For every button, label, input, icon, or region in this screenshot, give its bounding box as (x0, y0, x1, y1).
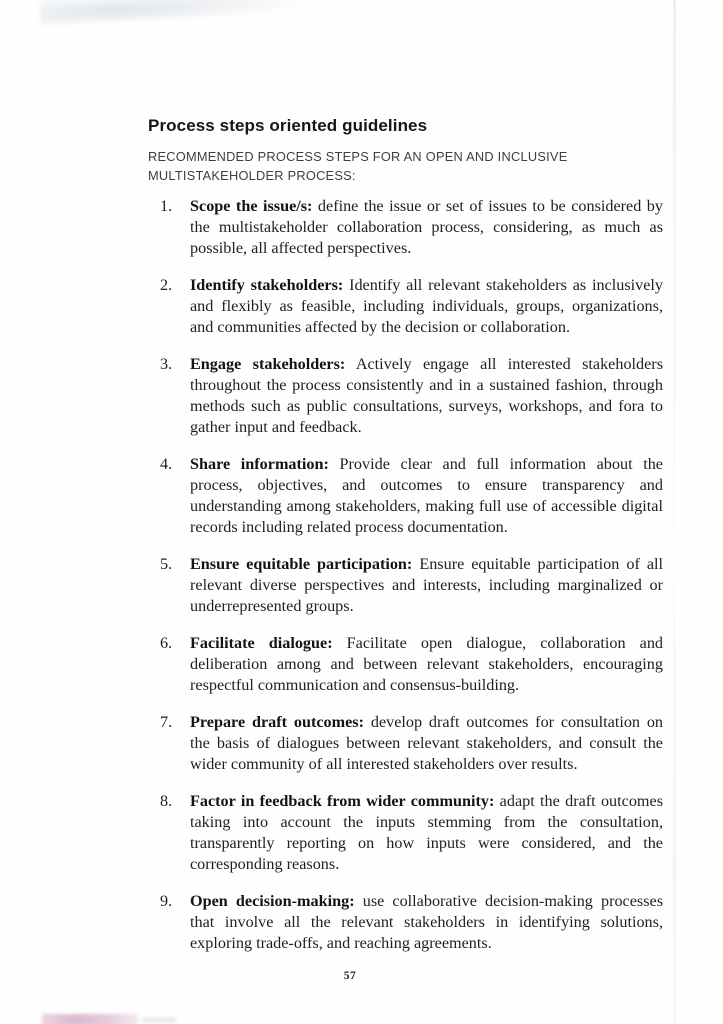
step-text (190, 791, 663, 875)
step-text (190, 454, 663, 538)
step-lead: Identify stakeholders: (190, 276, 344, 294)
page-subtitle (148, 148, 678, 185)
step-text (190, 275, 663, 338)
step-text (190, 891, 663, 954)
step-body: Facilitate open dialogue, collaboration and deliberation among and between relevant stakeholders, encouraging respectful communication and consensus-building. (190, 634, 664, 694)
page-title: Process steps oriented guidelines (148, 116, 428, 135)
step-body: Provide clear and full information about the process, objectives, and outcomes to ensure transparency and understanding among stakeholders, making full use of accessible digital records including related process documentation. (190, 455, 663, 536)
scan-smudge-bottom-left (42, 1014, 138, 1024)
step-number: 4. (160, 455, 173, 473)
step-lead: Facilitate dialogue: (190, 634, 333, 652)
process-steps-list (160, 196, 663, 970)
step-text (190, 196, 663, 259)
step-body: define the issue or set of issues to be considered by the multistakeholder collaboration process, considering, as much as possible, all affected perspectives. (190, 197, 663, 257)
step-text (190, 354, 663, 438)
step-lead: Ensure equitable participation: (190, 555, 413, 573)
step-number: 8. (160, 792, 173, 810)
heading-block (148, 116, 678, 185)
step-lead: Share information: (190, 455, 329, 473)
step-text (190, 633, 663, 696)
step-body: use collaborative decision-making processes that involve all the relevant stakeholders in identifying solutions, exploring trade-offs, and reaching agreements. (190, 892, 664, 952)
step-lead: Factor in feedback from wider community: (190, 792, 495, 810)
scan-smudge-bottom-left-2 (142, 1017, 176, 1023)
step-number: 5. (160, 555, 173, 573)
step-text (190, 554, 663, 617)
process-step-item (160, 196, 663, 259)
step-lead: Scope the issue/s: (190, 197, 313, 215)
step-number: 3. (160, 355, 173, 373)
step-text (190, 712, 663, 775)
process-step-item (160, 275, 663, 338)
step-lead: Engage stakeholders: (190, 355, 346, 373)
scan-smudge-top-left (39, 0, 310, 25)
process-step-item (160, 454, 663, 538)
step-number: 9. (160, 892, 173, 910)
process-step-item (160, 891, 663, 954)
page-subtitle-line2: MULTISTAKEHOLDER PROCESS: (148, 167, 356, 183)
step-number: 1. (160, 197, 173, 215)
step-lead: Prepare draft outcomes: (190, 713, 364, 731)
step-number: 6. (160, 634, 173, 652)
process-step-item (160, 712, 663, 775)
step-body: adapt the draft outcomes taking into account the inputs stemming from the consultation, transparently reporting on how inputs were considered, and the corresponding reasons. (190, 792, 664, 873)
process-step-item (160, 633, 663, 696)
step-body: Ensure equitable participation of all relevant diverse perspectives and interests, including marginalized or underrepresented groups. (190, 555, 663, 615)
step-number: 2. (160, 276, 173, 294)
page-number: 57 (343, 970, 357, 982)
step-body: develop draft outcomes for consultation on the basis of dialogues between relevant stakeholders, and consult the wider community of all interested stakeholders over results. (190, 713, 664, 773)
page-subtitle-line1: RECOMMENDED PROCESS STEPS FOR AN OPEN AND INCLUSIVE (148, 149, 568, 164)
step-number: 7. (160, 713, 173, 731)
process-step-item (160, 354, 663, 438)
step-body: Identify all relevant stakeholders as inclusively and flexibly as feasible, including individuals, groups, organizations, and communities affected by the decision or collaboration. (190, 276, 663, 336)
process-step-item (160, 791, 663, 875)
process-step-item (160, 554, 663, 617)
step-body: Actively engage all interested stakeholders throughout the process consistently and in a sustained fashion, through methods such as public consultations, surveys, workshops, and fora to gather input and feedback. (190, 355, 663, 436)
step-lead: Open decision-making: (190, 892, 355, 910)
